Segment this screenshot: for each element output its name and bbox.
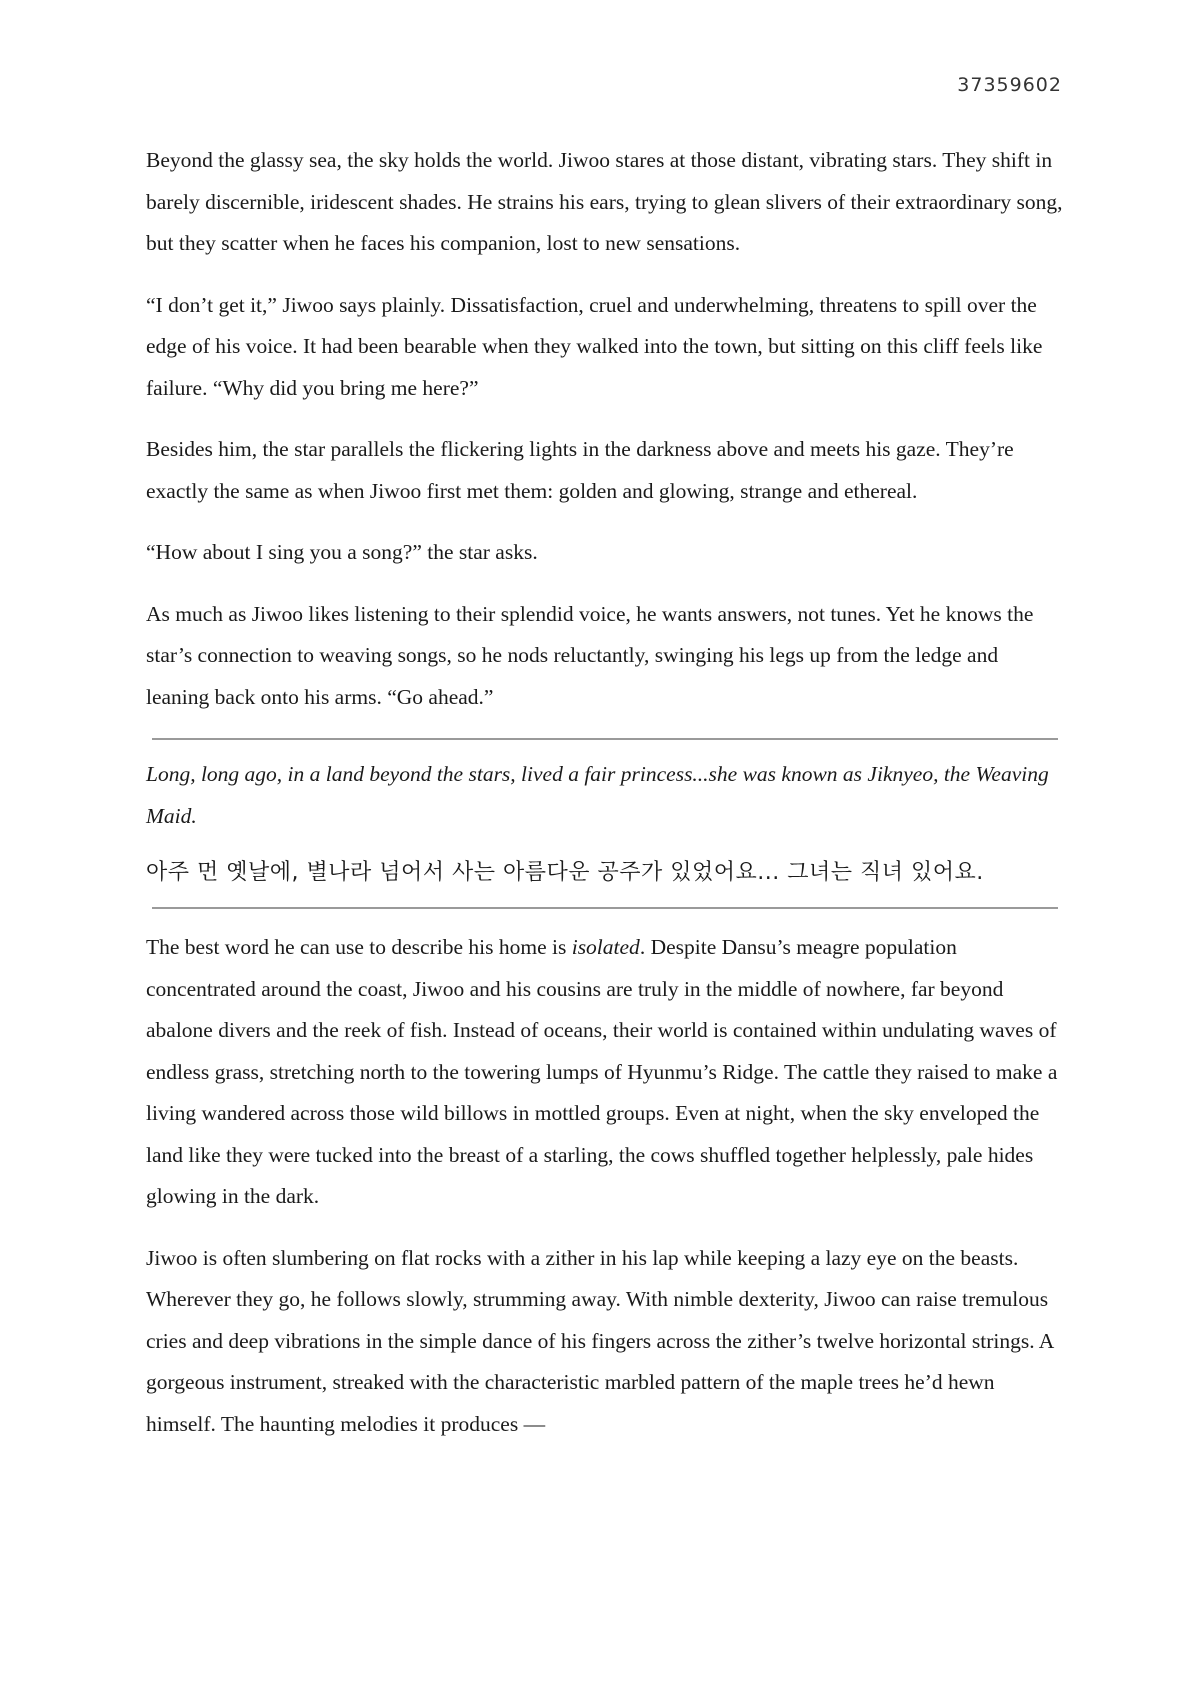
- page-number: 37359602: [957, 74, 1062, 96]
- paragraph-sky: Beyond the glassy sea, the sky holds the world. Jiwoo stares at those distant, vibrating stars. They shift in barely discernible, iridescent shades. He strains his ears, trying to glean slivers of their extraordinary song, but they scatter when he faces his companion, lost to new sensations.: [146, 148, 1063, 255]
- paragraph-isolated-rest: . Despite Dansu’s meagre population concentrated around the coast, Jiwoo and his cousins are truly in the middle of nowhere, far beyond abalone divers and the reek of fish. Instead of oceans, their world is contained within undulating waves of endless grass, stretching north to the towering lumps of Hyunmu’s Ridge. The cattle they raised to make a living wandered across those wild billows in mottled groups. Even at night, when the sky enveloped the land like they were tucked into the breast of a starling, the cows shuffled together helplessly, pale hides glowing in the dark.: [146, 935, 1058, 1208]
- story-english: Long, long ago, in a land beyond the stars, lived a fair princess...she was known as Jiknyeo, the Weaving Maid.: [146, 762, 1049, 828]
- paragraph-sing-song: “How about I sing you a song?” the star asks.: [146, 540, 538, 564]
- paragraph-isolated-start: The best word he can use to describe his home is: [146, 935, 572, 959]
- paragraph-star-gaze: Besides him, the star parallels the flickering lights in the darkness above and meets his gaze. They’re exactly the same as when Jiwoo first met them: golden and glowing, strange and ethereal.: [146, 437, 1014, 503]
- story-block: [146, 754, 1064, 895]
- section-divider-bottom: [152, 907, 1058, 909]
- story-korean: 아주 먼 옛날에, 별나라 넘어서 사는 아름다운 공주가 있었어요... 그녀는 직녀 있어요.: [146, 860, 984, 885]
- section-divider-top: [152, 738, 1058, 740]
- paragraph-isolated: [146, 927, 1064, 1218]
- document-body: [146, 140, 1064, 1465]
- paragraph-zither: Jiwoo is often slumbering on flat rocks with a zither in his lap while keeping a lazy eye on the beasts. Wherever they go, he follows slowly, strumming away. With nimble dexterity, Jiwoo can raise tremulous cries and deep vibrations in the simple dance of his fingers across the zither’s twelve horizontal strings. A gorgeous instrument, streaked with the characteristic marbled pattern of the maple trees he’d hewn himself. The haunting melodies it produces —: [146, 1245, 1054, 1436]
- emphasis-isolated: isolated: [571, 935, 640, 959]
- paragraph-dont-get-it: “I don’t get it,” Jiwoo says plainly. Dissatisfaction, cruel and underwhelming, threatens to spill over the edge of his voice. It had been bearable when they walked into the town, but sitting on this cliff feels like failure. “Why did you bring me here?”: [146, 292, 1043, 400]
- paragraph-go-ahead: As much as Jiwoo likes listening to their splendid voice, he wants answers, not tunes. Yet he knows the star’s connection to weaving songs, so he nods reluctantly, swinging his legs up from the ledge and leaning back onto his arms. “Go ahead.”: [146, 601, 1034, 709]
